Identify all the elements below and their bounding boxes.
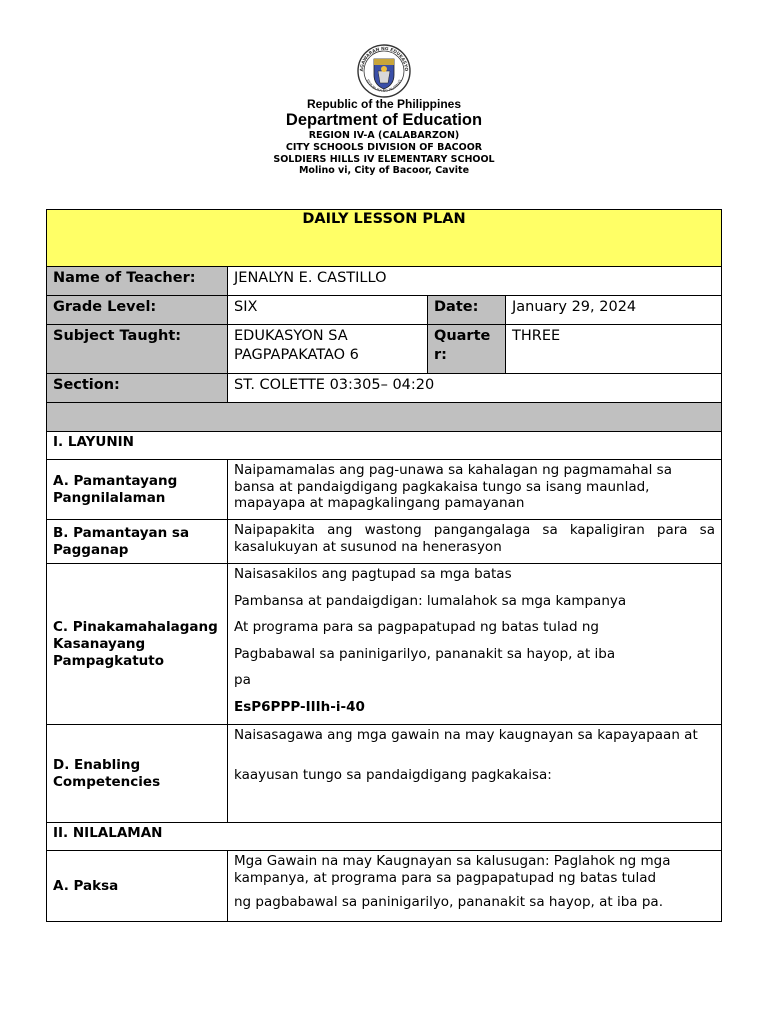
objective-d-content [228,725,721,822]
header-school: SOLDIERS HILLS IV ELEMENTARY SCHOOL [273,154,495,165]
content-heading: II. NILALAMAN [53,825,163,841]
date-label: Date: [428,296,506,324]
objective-c-label: C. Pinakamahalagang Kasanayang Pampagkatuto [47,564,228,724]
teacher-row [46,266,722,296]
objective-c-row [46,563,722,725]
objectives-heading: I. LAYUNIN [53,434,134,450]
quarter-value: THREE [512,328,561,344]
section-row [46,373,722,403]
objective-b-text: Naipapakita ang wastong pangangalaga sa kapaligiran para sa kasalukuyan at susunod na henerasyon [234,522,715,555]
svg-text:REPUBLIKA NG PILIPINAS: REPUBLIKA NG PILIPINAS [365,78,403,94]
objective-c-content [228,564,721,724]
content-a-row [46,850,722,922]
date-value: January 29, 2024 [512,299,637,315]
separator-row [46,402,722,432]
content-a-label: A. Paksa [47,851,228,921]
objective-c-line: Pagbabawal sa paninigarilyo, pananakit sa hayop, at iba [234,645,616,662]
deped-seal-logo [354,43,414,99]
subject-row [46,324,722,374]
objective-c-line: Naisasakilos ang pagtupad sa mga batas [234,566,512,582]
quarter-label: Quarte r: [428,325,506,373]
plan-title-row [46,209,722,267]
objective-a-text: Naipamamalas ang pag-unawa sa kahalagan ng pagmamahal sa bansa at pandaigdigang pagkakaisa tungo sa isang maunlad, mapayapa at mapagkalingang pamayanan [234,462,672,511]
objective-c-line: pa [234,672,251,688]
objective-b-row [46,519,722,564]
header-republic: Republic of the Philippines [306,97,461,111]
header-department: Department of Education [285,111,483,129]
objective-d-line: Naisasagawa ang mga gawain na may kaugnayan sa kapayapaan at [234,727,698,743]
grade-value: SIX [228,296,428,324]
objective-a-row [46,459,722,520]
content-a-content [228,851,721,921]
grade-label: Grade Level: [47,296,228,324]
objectives-heading-row [46,431,722,460]
grade-row [46,295,722,325]
section-label: Section: [47,374,228,402]
content-heading-row [46,822,722,851]
objective-c-line: Pambansa at pandaigdigan: lumalahok sa mga kampanya [234,592,627,609]
objective-a-label: A. Pamantayang Pangnilalaman [47,460,228,519]
teacher-value: JENALYN E. CASTILLO [234,270,387,286]
section-value: ST. COLETTE 03:305– 04:20 [234,377,435,393]
content-a-line: ng pagbabawal sa paninigarilyo, pananakit sa hayop, at iba pa. [234,894,664,910]
objective-d-label: D. Enabling Competencies [47,725,228,822]
plan-title: DAILY LESSON PLAN [302,211,466,227]
svg-text:KAGAWARAN NG EDUKASYON: AGAWARAN NG EDUKASYO [359,46,409,72]
content-a-line: Mga Gawain na may Kaugnayan sa kalusugan: Paglahok ng mga kampanya, at programa para sa pagpapatupad ng batas tulad [234,853,671,886]
header-region: REGION IV-A (CALABARZON) [308,130,460,141]
teacher-label: Name of Teacher: [47,267,228,295]
competency-code: EsP6PPP-IIIh-i-40 [234,698,365,715]
objective-d-line: kaayusan tungo sa pandaigdigang pagkakaisa: [234,767,552,783]
subject-value: EDUKASYON SA PAGPAPAKATAO 6 [228,325,428,373]
objective-c-line: At programa para sa pagpapatupad ng batas tulad ng [234,619,599,635]
header-division: CITY SCHOOLS DIVISION OF BACOOR [285,142,483,153]
subject-label: Subject Taught: [47,325,228,373]
header-address: Molino vi, City of Bacoor, Cavite [298,165,470,176]
objective-b-label: B. Pamantayan sa Pagganap [47,520,228,563]
objective-d-row [46,724,722,823]
